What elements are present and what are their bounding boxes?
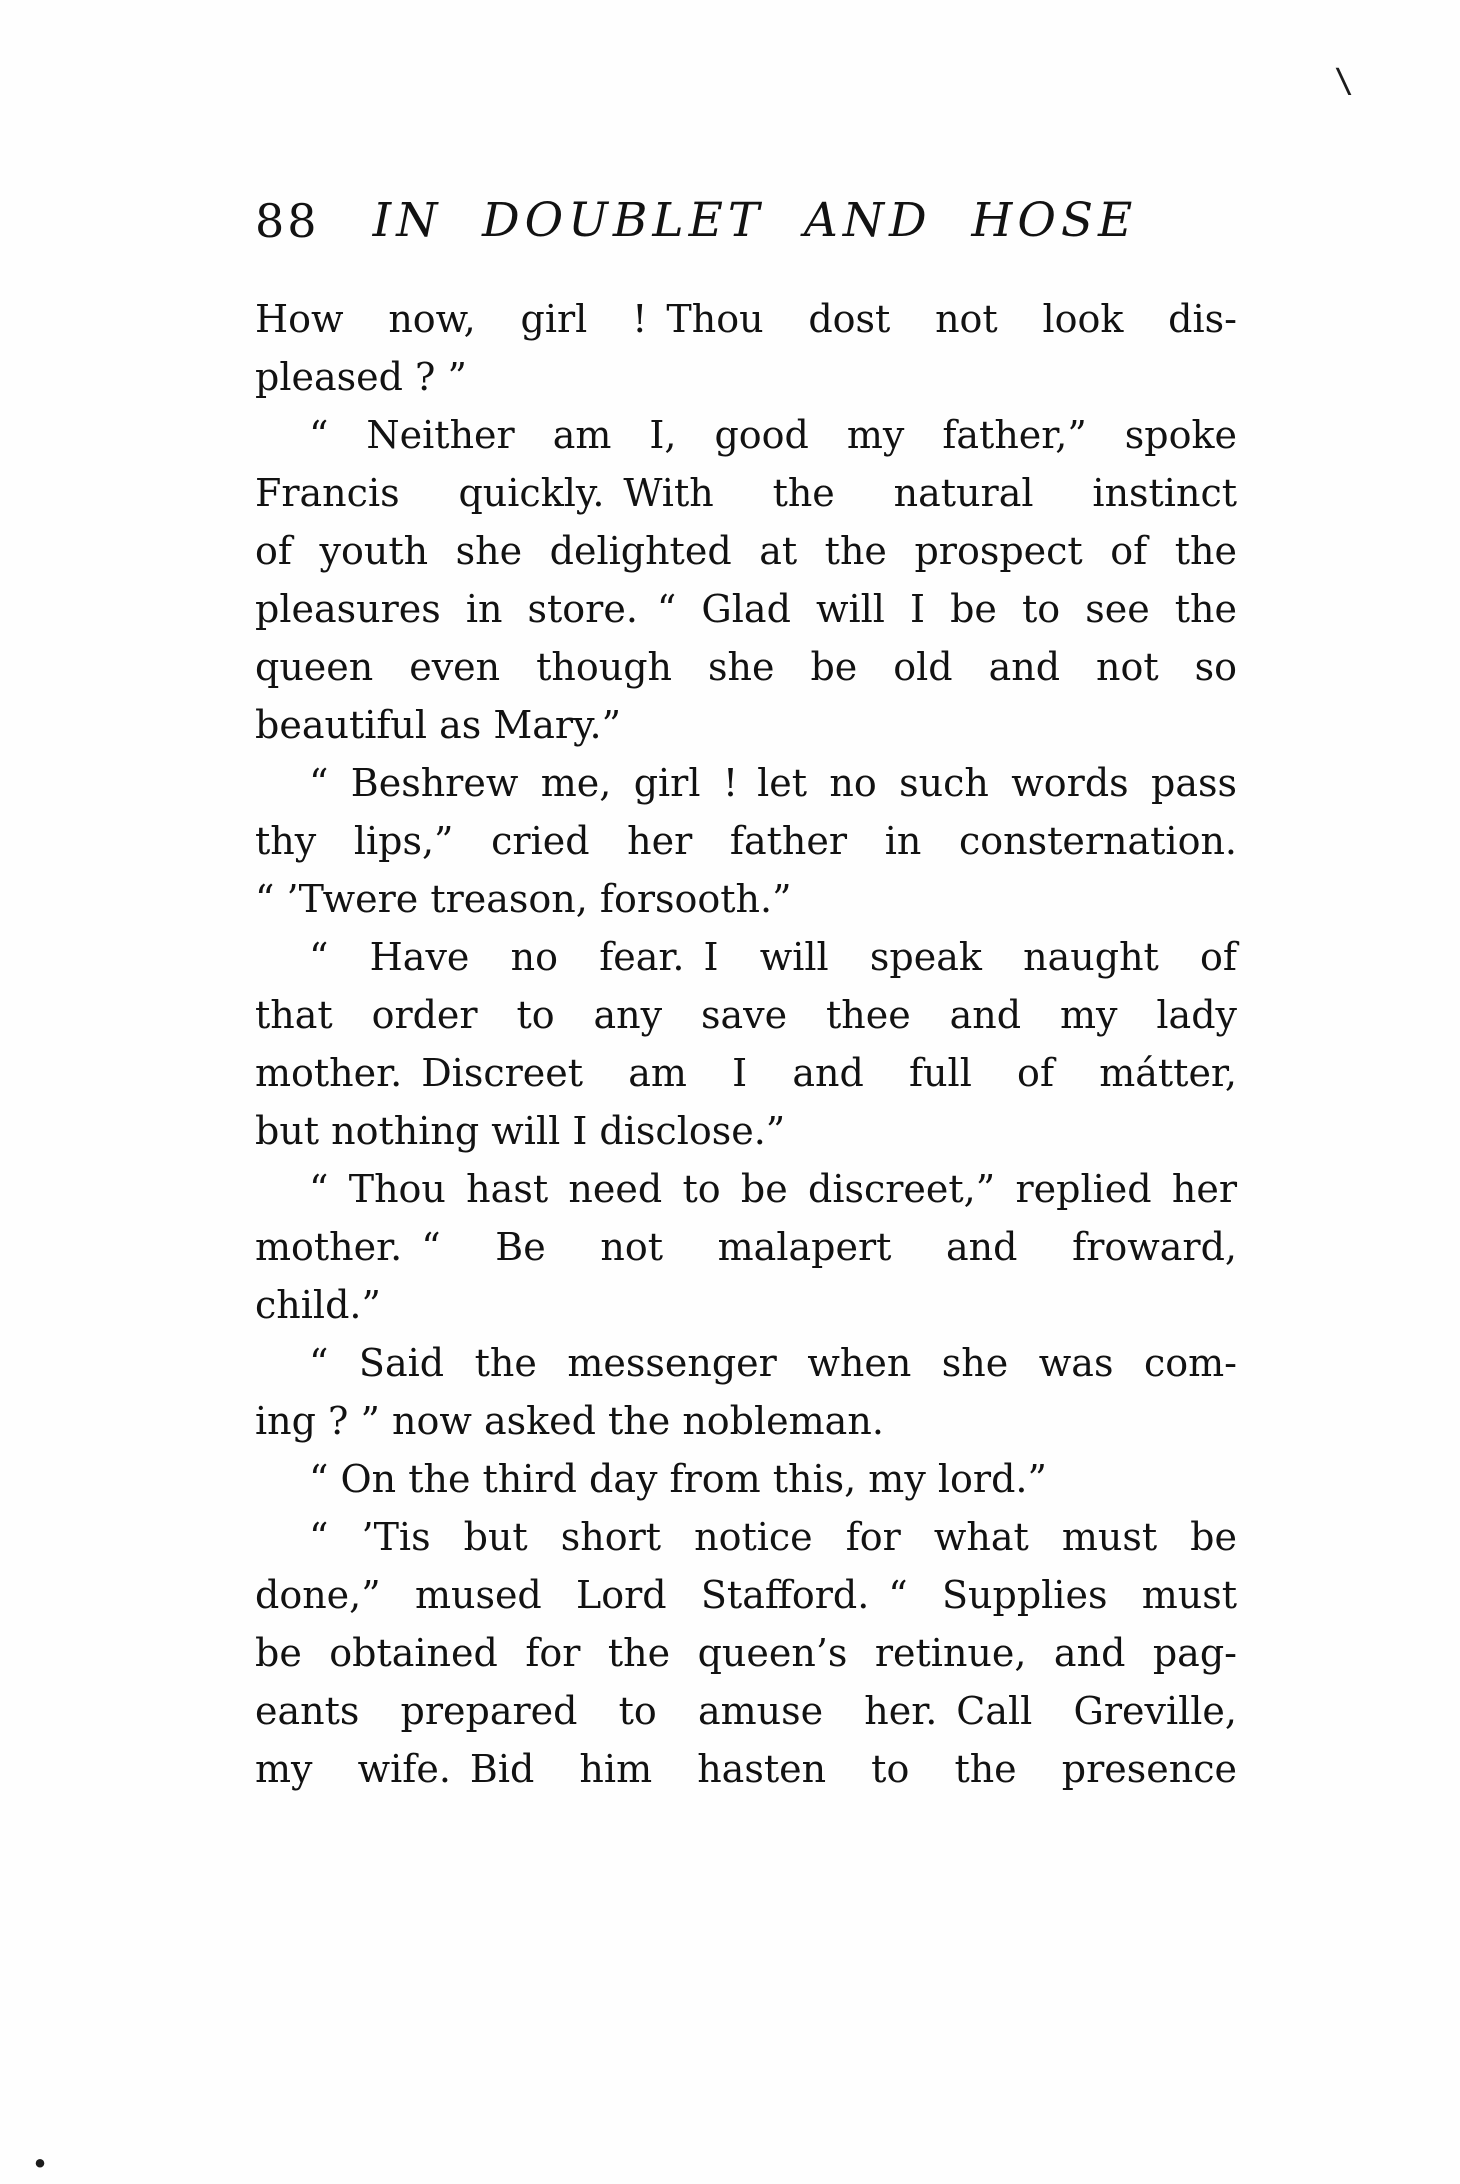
text-line: pleasures in store. “ Glad will I be to see the xyxy=(255,587,1237,631)
text-line: queen even though she be old and not so xyxy=(255,645,1237,689)
text-line: mother. “ Be not malapert and froward, xyxy=(255,1225,1237,1269)
text-line: child.” xyxy=(255,1283,381,1327)
text-line: thy lips,” cried her father in consternation. xyxy=(255,819,1237,863)
page-number: 88 xyxy=(255,194,320,248)
text-line: pleased ? ” xyxy=(255,355,467,399)
text-line: that order to any save thee and my lady xyxy=(255,993,1237,1037)
text-line: eants prepared to amuse her. Call Greville, xyxy=(255,1689,1237,1733)
text-line: ing ? ” now asked the nobleman. xyxy=(255,1399,884,1443)
text-line: “ Have no fear. I will speak naught of xyxy=(309,935,1237,979)
text-line: “ ’Tis but short notice for what must be xyxy=(309,1515,1237,1559)
text-line: done,” mused Lord Stafford. “ Supplies must xyxy=(255,1573,1237,1617)
text-line: but nothing will I disclose.” xyxy=(255,1109,786,1153)
text-line: How now, girl ! Thou dost not look dis- xyxy=(255,297,1237,341)
text-line: beautiful as Mary.” xyxy=(255,703,622,747)
text-line: “ Said the messenger when she was com- xyxy=(309,1341,1237,1385)
text-line: “ On the third day from this, my lord.” xyxy=(309,1457,1047,1501)
text-line: be obtained for the queen’s retinue, and pag- xyxy=(255,1631,1237,1675)
running-title: IN DOUBLET AND HOSE xyxy=(372,193,1138,248)
text-line: “ Beshrew me, girl ! let no such words pass xyxy=(309,761,1237,805)
text-line: Francis quickly. With the natural instinct xyxy=(255,471,1237,515)
running-header xyxy=(255,194,1237,254)
scan-artifact-mark: \ xyxy=(1334,61,1354,100)
text-line: “ Thou hast need to be discreet,” replied her xyxy=(309,1167,1237,1211)
text-line: my wife. Bid him hasten to the presence xyxy=(255,1747,1237,1791)
text-line: “ ’Twere treason, forsooth.” xyxy=(255,877,792,921)
text-line: of youth she delighted at the prospect of the xyxy=(255,529,1237,573)
text-line: mother. Discreet am I and full of mátter, xyxy=(255,1051,1237,1095)
scan-artifact-speck: . xyxy=(32,2124,49,2178)
page-text xyxy=(255,290,1237,1798)
text-line: “ Neither am I, good my father,” spoke xyxy=(309,413,1237,457)
